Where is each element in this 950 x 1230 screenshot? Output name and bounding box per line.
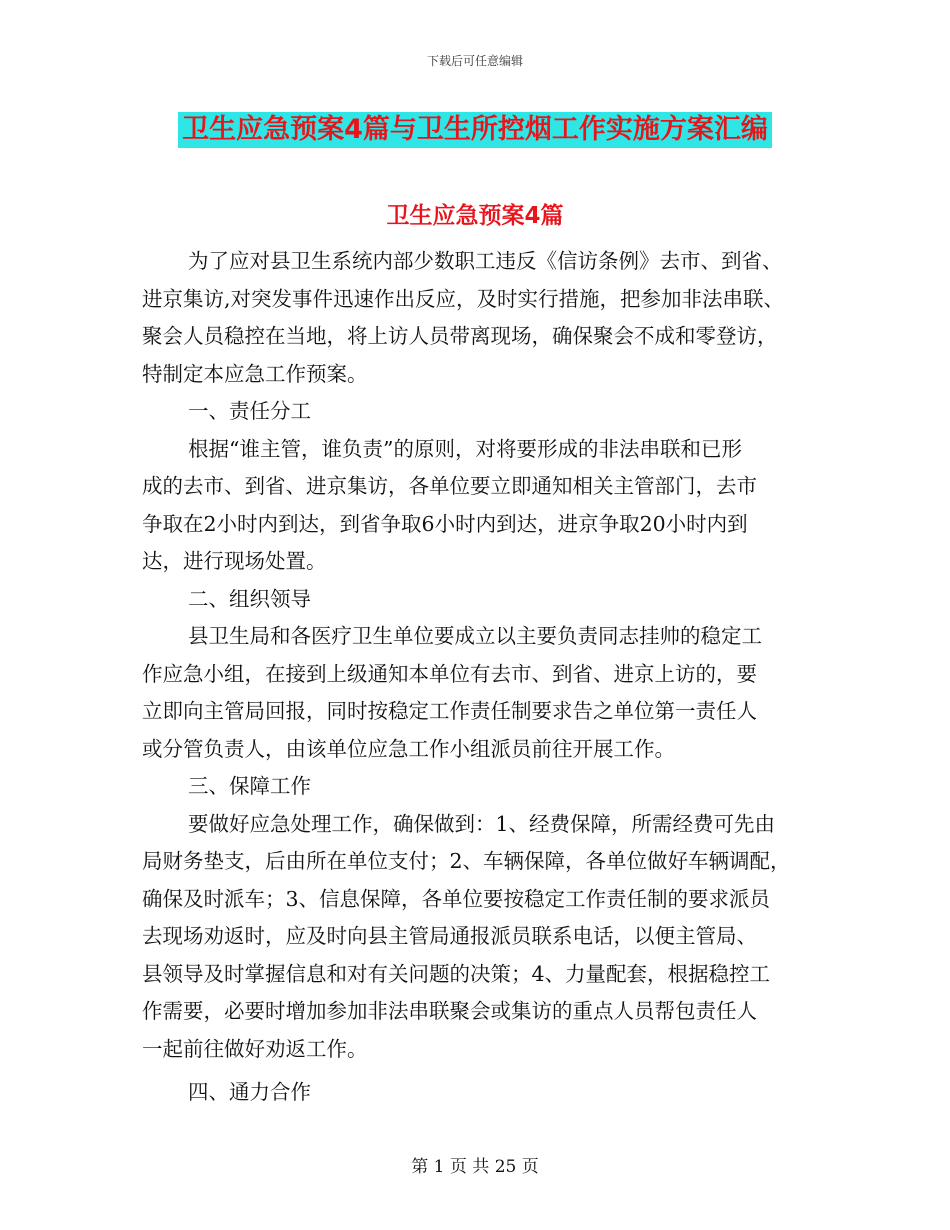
paragraph-line: 一起前往做好劝返工作。: [142, 1036, 368, 1061]
page-header-note: 下载后可任意编辑: [426, 54, 523, 68]
paragraph-line: 去现场劝返时，应及时向县主管局通报派员联系电话，以便主管局、: [142, 924, 757, 948]
section-heading-responsibility: 一、责任分工: [188, 399, 311, 423]
section-title: 卫生应急预案4篇: [386, 203, 564, 229]
document-title: [0, 112, 950, 148]
document-title-text: 卫生应急预案4篇与卫生所控烟工作实施方案汇编: [178, 112, 772, 148]
document-body: [142, 243, 814, 1112]
paragraph-line: 要做好应急处理工作，确保做到：1、经费保障，所需经费可先由: [188, 811, 776, 836]
paragraph-line: 县卫生局和各医疗卫生单位要成立以主要负责同志挂帅的稳定工: [188, 624, 762, 648]
paragraph-line: 根据“谁主管，谁负责”的原则，对将要形成的非法串联和已形: [188, 436, 742, 461]
paragraph-line: 进京集访,对突发事件迅速作出反应，及时实行措施，把参加非法串联、: [142, 286, 785, 311]
paragraph-line: 达，进行现场处置。: [142, 549, 327, 573]
paragraph-line: 争取在2小时内到达，到省争取6小时内到达，进京争取20小时内到: [142, 511, 748, 536]
paragraph-line: 作应急小组，在接到上级通知本单位有去市、到省、进京上访的，要: [142, 661, 757, 686]
paragraph-line: 聚会人员稳控在当地，将上访人员带离现场，确保聚会不成和零登访，: [142, 324, 778, 348]
paragraph-line: 作需要，必要时增加参加非法串联聚会或集访的重点人员帮包责任人: [142, 999, 757, 1023]
section-heading-cooperation: 四、通力合作: [188, 1080, 311, 1104]
paragraph-line: 县领导及时掌握信息和对有关问题的决策；4、力量配套，根据稳控工: [142, 961, 771, 986]
paragraph-line: 为了应对县卫生系统内部少数职工违反《信访条例》去市、到省、: [188, 249, 783, 273]
section-heading-leadership: 二、组织领导: [188, 586, 311, 611]
paragraph-line: 特制定本应急工作预案。: [142, 361, 368, 386]
paragraph-line: 局财务垫支，后由所在单位支付；2、车辆保障，各单位做好车辆调配，: [142, 849, 791, 873]
paragraph-line: 或分管负责人，由该单位应急工作小组派员前往开展工作。: [142, 736, 675, 761]
paragraph-line: 确保及时派车；3、信息保障，各单位要按稳定工作责任制的要求派员: [142, 886, 771, 911]
page-number-footer: 第 1 页 共 25 页: [411, 1157, 539, 1177]
paragraph-line: 立即向主管局回报，同时按稳定工作责任制要求告之单位第一责任人: [142, 699, 757, 723]
section-heading-support: 三、保障工作: [188, 774, 311, 798]
paragraph-line: 成的去市、到省、进京集访，各单位要立即通知相关主管部门，去市: [142, 474, 757, 498]
